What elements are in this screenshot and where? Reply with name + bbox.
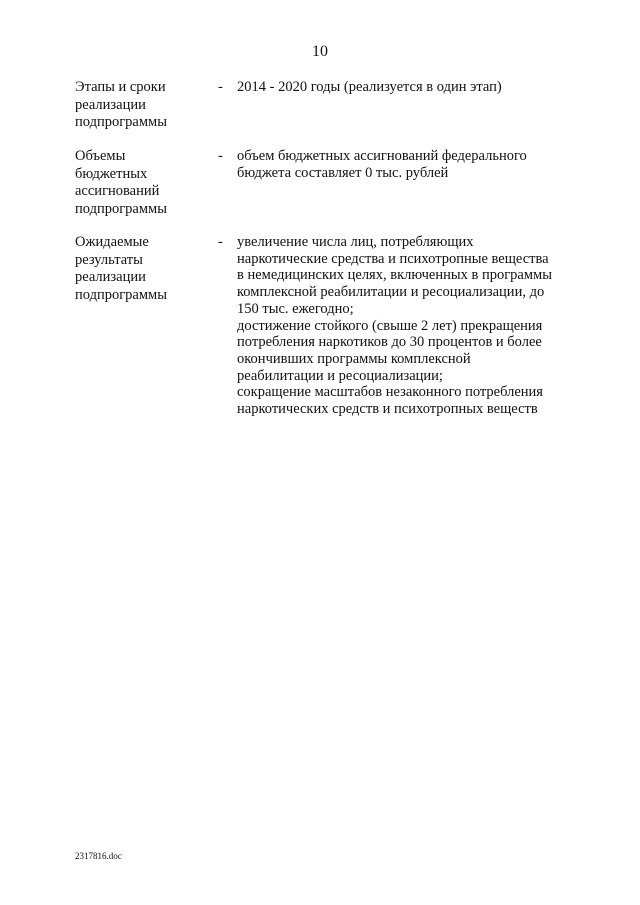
row-value xyxy=(237,148,577,181)
row-dash: - xyxy=(218,148,223,164)
row-value xyxy=(237,234,577,418)
row-label-line: подпрограммы xyxy=(75,286,167,303)
page-number: 10 xyxy=(312,43,328,60)
row-value xyxy=(237,79,577,96)
document-filename: 2317816.doc xyxy=(75,851,122,861)
row-label-line: результаты xyxy=(75,251,143,268)
row-label-line: Ожидаемые xyxy=(75,234,149,250)
row-label-line: бюджетных xyxy=(75,165,148,182)
row-value-line: комплексной реабилитации и ресоциализации, до xyxy=(237,284,545,301)
row-value-line: достижение стойкого (свыше 2 лет) прекращения xyxy=(237,317,543,334)
row-value-line: наркотические средства и психотропные вещества xyxy=(237,250,549,267)
row-value-line: окончивших программы комплексной xyxy=(237,350,471,367)
row-dash: - xyxy=(218,79,223,95)
row-label xyxy=(75,234,215,304)
row-value-line: сокращение масштабов незаконного потребления xyxy=(237,384,543,401)
row-label-line: реализации xyxy=(75,96,146,113)
row-value-line: наркотических средств и психотропных веществ xyxy=(237,401,538,418)
row-label-line: реализации xyxy=(75,269,146,286)
row-value-line: увеличение числа лиц, потребляющих xyxy=(237,234,474,250)
row-label-line: ассигнований xyxy=(75,183,160,200)
row-value-line: реабилитации и ресоциализации; xyxy=(237,367,443,384)
row-dash: - xyxy=(218,234,223,250)
row-value-line: бюджета составляет 0 тыс. рублей xyxy=(237,164,449,181)
row-value-line: 150 тыс. ежегодно; xyxy=(237,300,354,317)
row-label xyxy=(75,148,215,218)
row-value-line: объем бюджетных ассигнований федерального xyxy=(237,148,527,164)
row-label xyxy=(75,79,215,132)
row-label-line: подпрограммы xyxy=(75,114,167,131)
row-label-line: Объемы xyxy=(75,148,126,164)
row-value-line: 2014 - 2020 годы (реализуется в один этап) xyxy=(237,79,502,95)
row-value-line: в немедицинских целях, включенных в программы xyxy=(237,267,552,284)
row-label-line: Этапы и сроки xyxy=(75,79,166,95)
row-value-line: потребления наркотиков до 30 процентов и более xyxy=(237,334,542,351)
row-label-line: подпрограммы xyxy=(75,200,167,217)
